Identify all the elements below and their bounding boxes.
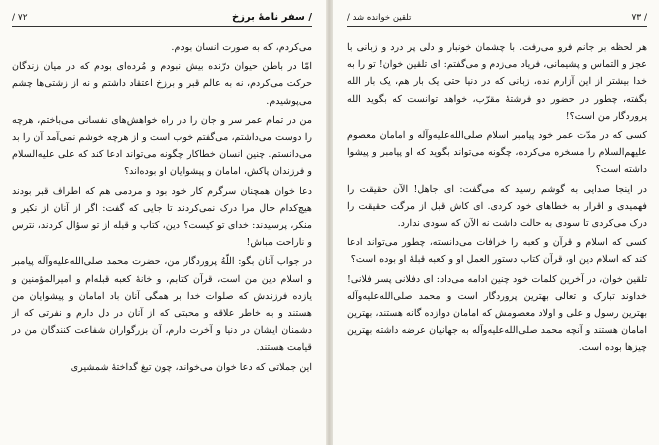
left-paragraph: من در تمام عمر سر و جان را در راه خواهش‌های نفسانی می‌باختم، هرچه را دوست می‌داشتم، می‌گفتم خوب است و از هرچه خوشم نمی‌آمد آن را بد می‌دانستم. چنین انسان خطاکار چگونه می‌تواند ادعا کند که علی علیه‌السلام و فرزندان پاکش، امامان و پیشوایان او بوده‌اند؟ — [12, 114, 312, 178]
left-header-title: / سفر نامهٔ برزخ — [231, 12, 312, 23]
right-paragraph: در اینجا صدایی به گوشم رسید که می‌گفت: ای جاهل! الآن حقیقت را فهمیدی و اقرار به خطاهای خود کردی. ای کاش قبل از مرگت حقیقت را درک می‌کردی تا سودی به حالت داشت نه الآن که سودی ندارد. — [347, 183, 647, 230]
left-page-number: / ۷۲ — [12, 13, 28, 23]
left-page-header — [12, 8, 312, 27]
book-gutter — [326, 0, 333, 445]
right-page-number: ۷۳ / — [631, 13, 647, 23]
left-paragraph: این جملاتی که دعا خوان می‌خواند، چون تیغ گداختهٔ شمشیری — [70, 361, 312, 373]
right-paragraph: کسی که در مدّت عمر خود پیامبر اسلام صلی‌الله‌علیه‌وآله و امامان معصوم علیهم‌السلام را مسخره می‌کرده، چگونه می‌تواند بگوید که او پیامبر و پیشوا داشته است؟ — [347, 130, 647, 176]
right-page-body — [347, 39, 647, 357]
right-paragraph: تلقین خوان، در آخرین کلمات خود چنین ادامه می‌داد: ای دفلانی پسر فلانی! خداوند تبارک و تعالی بهترین پروردگار است و محمد صلی‌الله‌علیه‌وآله بهترین رسول و علی و اولاد معصومش که امامان دوازده گانه هستند، بهترین امامان هستند و آنچه محمد صلی‌الله‌علیه‌وآله به جهانیان عرضه داشته بهترین چیزها بوده است. — [347, 273, 647, 354]
right-page — [333, 0, 659, 445]
left-paragraph: امّا در باطن حیوان درّنده بیش نبودم و مُرده‌ای بودم که در میان زندگان حرکت می‌کردم، نه به عالم قبر و برزخ اعتقاد داشتم و نه از زشتی‌ها چشم می‌پوشیدم. — [12, 61, 312, 107]
left-paragraph: می‌کردم، که به صورت انسان بودم. — [171, 42, 312, 53]
right-page-header — [347, 8, 647, 27]
left-page-body — [12, 39, 312, 376]
right-paragraph: کسی که اسلام و قرآن و کعبه را خرافات می‌دانسته، چطور می‌تواند ادعا کند که اسلام دین او، قرآن کتاب دستور العمل او و کعبه قبلهٔ او بوده است؟ — [347, 237, 647, 266]
left-paragraph: دعا خوان همچنان سرگرم کار خود بود و مردمی هم که اطراف قبر بودند هیچ‌کدام حال مرا درک نمی‌کردند تا جایی که گفت: اگر از آنان از نکیر و منکر، پرسیدند: خدای تو کیست؟ دین، کتاب و قبله از تو سؤال کردند، نترس و ناراحت مباش! — [12, 185, 312, 249]
left-paragraph: در جواب آنان بگو: اللّهُ پروردگار من، حضرت محمد صلی‌الله‌علیه‌وآله پیامبر و اسلام دین من است، قرآن کتابم، و خانهٔ کعبه قبله‌ام و امیرالمؤمنین و یازده فرزندش که صلوات خدا بر همگی آنان باد امامان و پیشوایان من هستند و به خاطر علاقه و محبتی که از آنان در دل دارم و نفرتی که از دشمنان ایشان در دنیا و آخرت دارم، آن بزرگواران شفاعت کنندگان من در قیامت هستند. — [12, 256, 312, 354]
right-paragraph: هر لحظه بر جانم فرو می‌رفت. با چشمان خونبار و دلی پر درد و زبانی با عجز و التماس و پشیمانی، فریاد می‌زدم و می‌گفتم: ای تلقین خوان! تو را به خدا بیشتر از این آزارم نده، زبانی که در دنیا حتی یک بار هم، یک بار الله بگفته، چطور در حضور دو فرشتهٔ مقرّب، خواهد توانست که بگوید الله پروردگار من است؟! — [347, 42, 647, 122]
right-header-title: تلقین خوانده شد / — [347, 13, 412, 23]
left-page — [0, 0, 326, 445]
